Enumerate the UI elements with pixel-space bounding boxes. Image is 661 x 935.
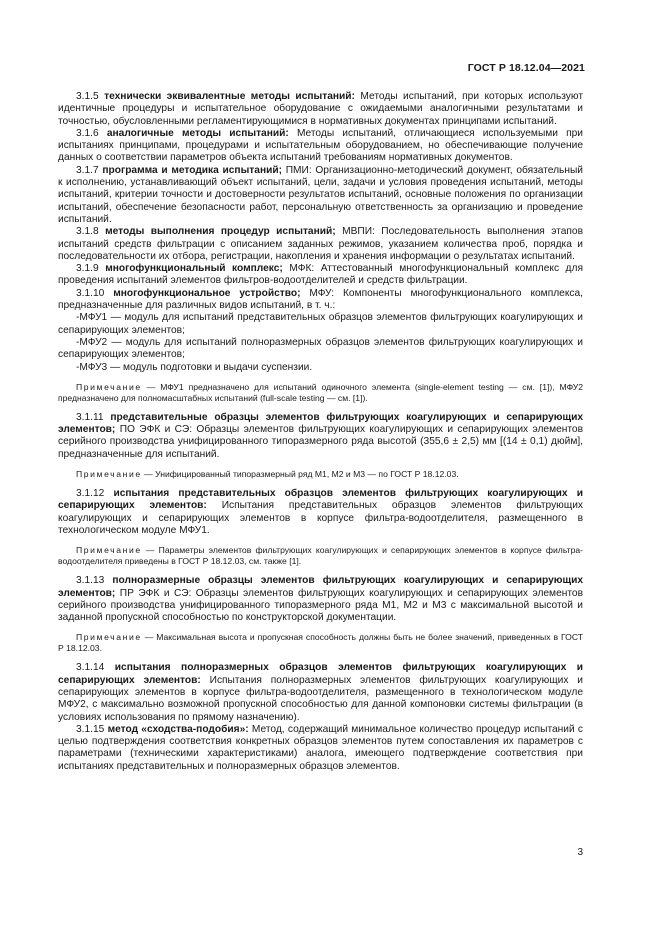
definition-3-1-6: 3.1.6 аналогичные методы испытаний: Методы испытаний, отличающиеся используемыми при испытаниях принципами, процедурами и испытательным оборудованием, но обеспечивающие получение данных о соответствии параметров объекта испытаний требованиям нормативных документов. xyxy=(58,127,583,164)
note-2: Примечание — Унифицированный типоразмерный ряд М1, М2 и М3 — по ГОСТ Р 18.12.03. xyxy=(76,469,459,480)
definition-3-1-11: 3.1.11 представительные образцы элементов фильтрующих коагулирующих и сепарирующих элементов; ПО ЭФК и СЭ: Образцы элементов фильтрующих коагулирующих и сепарирующих элементов серийного производства унифицированного типоразмерного ряда высотой (355,6 ± 2,5) мм [(14 ± 0,1) дюйм], предназначенные для испытаний. xyxy=(58,411,583,460)
note-4: Примечание — Максимальная высота и пропускная способность должны быть не более значений, приведенных в ГОСТ Р 18.12.03. xyxy=(58,632,584,654)
definition-3-1-7: 3.1.7 программа и методика испытаний; ПМИ: Организационно-методический документ, обязательный к исполнению, устанавливающий объект испытаний, цели, задачи и условия проведения испытаний, методы испытаний, критерии точности и достоверности результатов испытаний, основные положения по организации испытаний, обеспечение безопасности работ, персональную ответственность за организацию и проведение испытаний. xyxy=(58,164,583,225)
page-body xyxy=(58,91,583,773)
list-item: -МФУ3 — модуль подготовки и выдачи суспензии. xyxy=(76,361,313,373)
page-number: 3 xyxy=(577,847,583,858)
definition-3-1-15: 3.1.15 метод «сходства-подобия»: Метод, содержащий минимальное количество процедур испытаний с целью подтверждения соответствия конкретных образцов элементов путем сопоставления их параметров с параметрами (техническими характеристиками) аналога, имеющего подтверждение соответствия при испытаниях представительных и полноразмерных образцов элементов. xyxy=(58,723,584,772)
list-item: -МФУ1 — модуль для испытаний представительных образцов элементов фильтрующих коагулирующих и сепарирующих элементов; xyxy=(58,312,583,336)
definition-3-1-14: 3.1.14 испытания полноразмерных образцов элементов фильтрующих коагулирующих и сепарирующих элементов: Испытания полноразмерных элементов фильтрующих коагулирующих и сепарирующих элементов в корпусе фильтра-водоотделителя, размещенного в технологическом модуле МФУ2, с максимально возможной пропускной способностью для данной компоновки системы фильтрации (в условиях использования по прямому назначению). xyxy=(58,662,583,723)
definition-3-1-13: 3.1.13 полноразмерные образцы элементов фильтрующих коагулирующих и сепарирующих элементов; ПР ЭФК и СЭ: Образцы элементов фильтрующих коагулирующих и сепарирующих элементов серийного производства унифицированного типоразмерного ряда М1, М2 и М3 с максимальной высотой и заданной пропускной способностью по конструкторской документации. xyxy=(58,575,583,624)
note-3: Примечание — Параметры элементов фильтрующих коагулирующих и сепарирующих элементов в корпусе фильтра-водоотделителя приведены в ГОСТ Р 18.12.03, см. также [1]. xyxy=(58,545,583,567)
definition-3-1-8: 3.1.8 методы выполнения процедур испытаний; МВПИ: Последовательность выполнения этапов испытаний средств фильтрации с описанием заданных режимов, указанием количества проб, порядка и последовательности их отбора, регистрации, накопления и хранения информации о результатах испытаний. xyxy=(58,226,583,262)
definition-3-1-10: 3.1.10 многофункциональное устройство; МФУ: Компоненты многофункционального комплекса, предназначенные для различных видов испытаний, в т. ч.: xyxy=(58,287,583,312)
definition-3-1-9: 3.1.9 многофункциональный комплекс; МФК: Аттестованный многофункциональный комплекс для проведения испытаний элементов фильтров-водоотделителей и средств фильтрации. xyxy=(58,263,583,287)
note-1: Примечание — МФУ1 предназначено для испытаний одиночного элемента (single-element testing — см. [1]), МФУ2 предназначено для полномасштабных испытаний (full-scale testing — см. [1]). xyxy=(58,381,583,403)
definition-3-1-5: 3.1.5 технически эквивалентные методы испытаний: Методы испытаний, при которых используют идентичные процедуры и испытательное оборудование с ожидаемыми аналогичными результатами и точностью, обусловленными регламентирующимися в нормативных документах принципами испытаний. xyxy=(58,91,583,127)
list-item: -МФУ2 — модуль для испытаний полноразмерных образцов элементов фильтрующих коагулирующих и сепарирующих элементов; xyxy=(58,336,583,361)
definition-3-1-12: 3.1.12 испытания представительных образцов элементов фильтрующих коагулирующих и сепарирующих элементов: Испытания представительных образцов элементов фильтрующих коагулирующих и сепарирующих элементов в корпусе фильтра-водоотделителя, размещенного в технологическом модуле МФУ1. xyxy=(58,488,583,536)
document-code-header: ГОСТ Р 18.12.04—2021 xyxy=(467,62,585,74)
